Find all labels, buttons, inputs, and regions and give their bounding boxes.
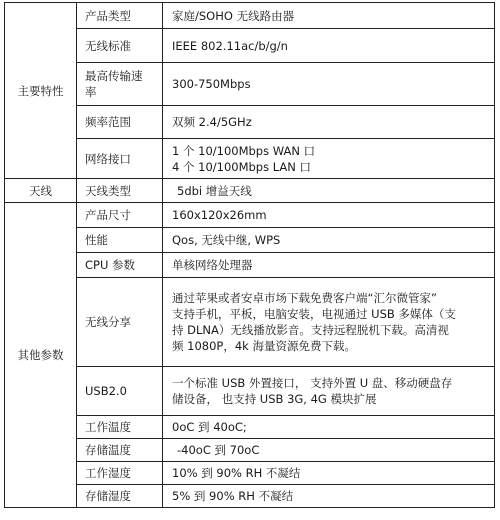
row-value: 5dbi 增益天线: [163, 179, 495, 203]
spec-table: [4, 2, 495, 508]
group-other-params: 其他参数: [5, 203, 77, 508]
table-row: [5, 439, 495, 462]
row-value: 0oC 到 40oC;: [163, 416, 495, 439]
table-row: [5, 106, 495, 139]
row-label: 性能: [77, 228, 163, 253]
group-antenna: 天线: [5, 179, 77, 203]
table-row: [5, 416, 495, 439]
row-label: 产品类型: [77, 3, 163, 29]
row-label: 无线标准: [77, 29, 163, 63]
table-row: [5, 278, 495, 367]
row-label: [77, 63, 163, 106]
row-label: 存储温度: [77, 439, 163, 462]
value-line: 频 1080P，4k 海量资源免费下载。: [172, 339, 356, 353]
row-value: Qos, 无线中继, WPS: [163, 228, 495, 253]
table-row: [5, 3, 495, 29]
value-line: 支持手机，平板，电脑安装，电视通过 USB 多媒体（支: [172, 307, 456, 321]
table-row: [5, 179, 495, 203]
row-label: 工作温度: [77, 416, 163, 439]
value-line: 通过苹果或者安卓市场下载免费客户端“汇尔微管家”: [172, 291, 437, 305]
row-label: 产品尺寸: [77, 203, 163, 228]
value-line: 一个标准 USB 外置接口， 支持外置 U 盘、移动硬盘存: [172, 376, 453, 390]
value-line: 1 个 10/100Mbps WAN 口: [172, 143, 316, 158]
row-label: 无线分享: [77, 278, 163, 367]
value-line: 持 DLNA）无线播放影音。支持远程脱机下载。高清视: [172, 323, 449, 337]
label-line: 率: [85, 85, 97, 99]
row-value: [163, 367, 495, 416]
table-row: [5, 485, 495, 508]
table-row: [5, 462, 495, 485]
row-value: 300-750Mbps: [163, 63, 495, 106]
table-row: [5, 203, 495, 228]
row-value: IEEE 802.11ac/b/g/n: [163, 29, 495, 63]
row-value: [163, 139, 495, 179]
row-value: -40oC 到 70oC: [163, 439, 495, 462]
row-value: 10% 到 90% RH 不凝结: [163, 462, 495, 485]
row-label: 频率范围: [77, 106, 163, 139]
row-label: 存储湿度: [77, 485, 163, 508]
row-value: 家庭/SOHO 无线路由器: [163, 3, 495, 29]
row-value: 双频 2.4/5GHz: [163, 106, 495, 139]
row-label: USB2.0: [77, 367, 163, 416]
row-value: 单核网络处理器: [163, 253, 495, 278]
row-label: 工作湿度: [77, 462, 163, 485]
table-row: [5, 228, 495, 253]
group-main-features: 主要特性: [5, 3, 77, 179]
value-line: 储设备， 也支持 USB 3G, 4G 模块扩展: [172, 392, 377, 406]
table-row: [5, 367, 495, 416]
table-row: [5, 139, 495, 179]
label-line: 最高传输速: [85, 69, 143, 83]
row-value: [163, 278, 495, 367]
row-label: 网络接口: [77, 139, 163, 179]
row-value: 5% 到 90% RH 不凝结: [163, 485, 495, 508]
row-value: 160x120x26mm: [163, 203, 495, 228]
value-line: 4 个 10/100Mbps LAN 口: [172, 159, 312, 174]
table-row: [5, 29, 495, 63]
table-row: [5, 253, 495, 278]
row-label: 天线类型: [77, 179, 163, 203]
row-label: CPU 参数: [77, 253, 163, 278]
table-row: [5, 63, 495, 106]
